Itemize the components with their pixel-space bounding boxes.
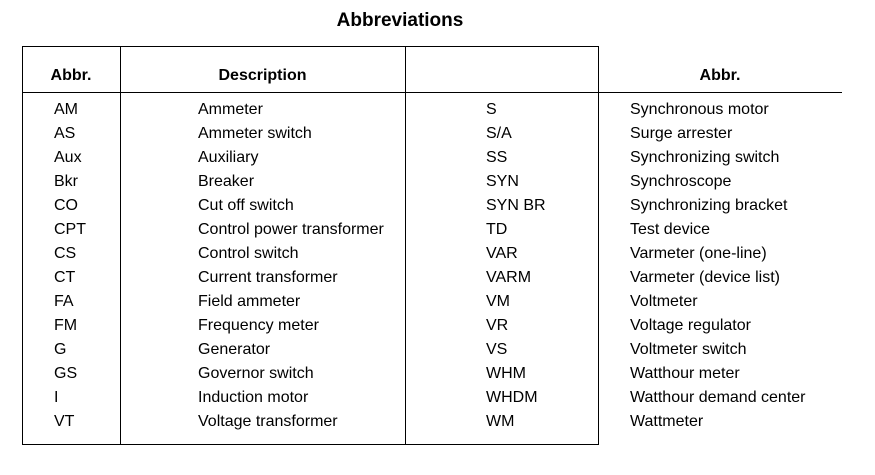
table-row [0, 293, 875, 317]
header-description: Description [218, 67, 307, 84]
description-cell: Generator [198, 341, 271, 358]
description-cell: Auxiliary [198, 149, 259, 166]
abbr-cell: G [54, 341, 67, 358]
table-row [0, 365, 875, 389]
abbr-cell-right: VARM [486, 269, 532, 286]
abbr-cell-right: VR [486, 317, 509, 334]
table-row [0, 269, 875, 293]
description-cell-right: Voltage regulator [630, 317, 751, 334]
abbr-cell-right: SS [486, 149, 508, 166]
abbr-cell-right: SYN BR [486, 197, 546, 214]
description-cell-right: Varmeter (device list) [630, 269, 780, 286]
table-bottom-border [22, 444, 599, 445]
description-cell: Induction motor [198, 389, 309, 406]
description-cell-right: Wattmeter [630, 413, 704, 430]
abbr-cell-right: VS [486, 341, 508, 358]
abbr-cell: GS [54, 365, 78, 382]
description-cell: Cut off switch [198, 197, 294, 214]
abbr-cell-right: WM [486, 413, 515, 430]
table-row [0, 317, 875, 341]
abbr-cell: AS [54, 125, 76, 142]
abbr-cell: CPT [54, 221, 86, 238]
header-bottom-border [22, 92, 842, 93]
abbr-cell-right: SYN [486, 173, 519, 190]
description-cell: Ammeter switch [198, 125, 312, 142]
table-top-border [22, 46, 599, 47]
description-cell-right: Surge arrester [630, 125, 733, 142]
description-cell: Field ammeter [198, 293, 301, 310]
table-row [0, 125, 875, 149]
table-row [0, 221, 875, 245]
abbr-cell: Aux [54, 149, 82, 166]
description-cell: Control power transformer [198, 221, 384, 238]
table-row [0, 341, 875, 365]
description-cell-right: Watthour meter [630, 365, 740, 382]
description-cell: Current transformer [198, 269, 338, 286]
abbr-cell-right: WHDM [486, 389, 538, 406]
description-cell: Frequency meter [198, 317, 319, 334]
abbr-cell-right: VM [486, 293, 510, 310]
description-cell-right: Synchronous motor [630, 101, 769, 118]
description-cell: Voltage transformer [198, 413, 338, 430]
abbr-cell: I [54, 389, 59, 406]
abbr-cell: AM [54, 101, 78, 118]
description-cell-right: Varmeter (one-line) [630, 245, 767, 262]
header-abbr-right: Abbr. [699, 67, 741, 84]
description-cell: Control switch [198, 245, 299, 262]
abbr-cell-right: S [486, 101, 497, 118]
table-body [0, 101, 875, 437]
table-row [0, 149, 875, 173]
table-row [0, 245, 875, 269]
abbr-cell: VT [54, 413, 75, 430]
description-cell: Governor switch [198, 365, 314, 382]
page-title: Abbreviations [336, 10, 464, 31]
description-cell-right: Voltmeter [630, 293, 698, 310]
description-cell-right: Voltmeter switch [630, 341, 747, 358]
description-cell-right: Watthour demand center [630, 389, 806, 406]
description-cell-right: Synchroscope [630, 173, 732, 190]
abbr-cell-right: TD [486, 221, 508, 238]
table-row [0, 197, 875, 221]
description-cell: Ammeter [198, 101, 263, 118]
description-cell-right: Synchronizing bracket [630, 197, 788, 214]
description-cell: Breaker [198, 173, 255, 190]
abbr-cell-right: WHM [486, 365, 526, 382]
abbr-cell: CT [54, 269, 76, 286]
abbr-cell: CS [54, 245, 77, 262]
table-row [0, 173, 875, 197]
table-row [0, 413, 875, 437]
header-abbr: Abbr. [50, 67, 92, 84]
description-cell-right: Test device [630, 221, 711, 238]
abbr-cell: FM [54, 317, 78, 334]
abbr-cell: FA [54, 293, 74, 310]
abbr-cell-right: VAR [486, 245, 518, 262]
table-row [0, 389, 875, 413]
table-row [0, 101, 875, 125]
abbr-cell: Bkr [54, 173, 78, 190]
description-cell-right: Synchronizing switch [630, 149, 780, 166]
abbr-cell: CO [54, 197, 78, 214]
abbr-cell-right: S/A [486, 125, 512, 142]
